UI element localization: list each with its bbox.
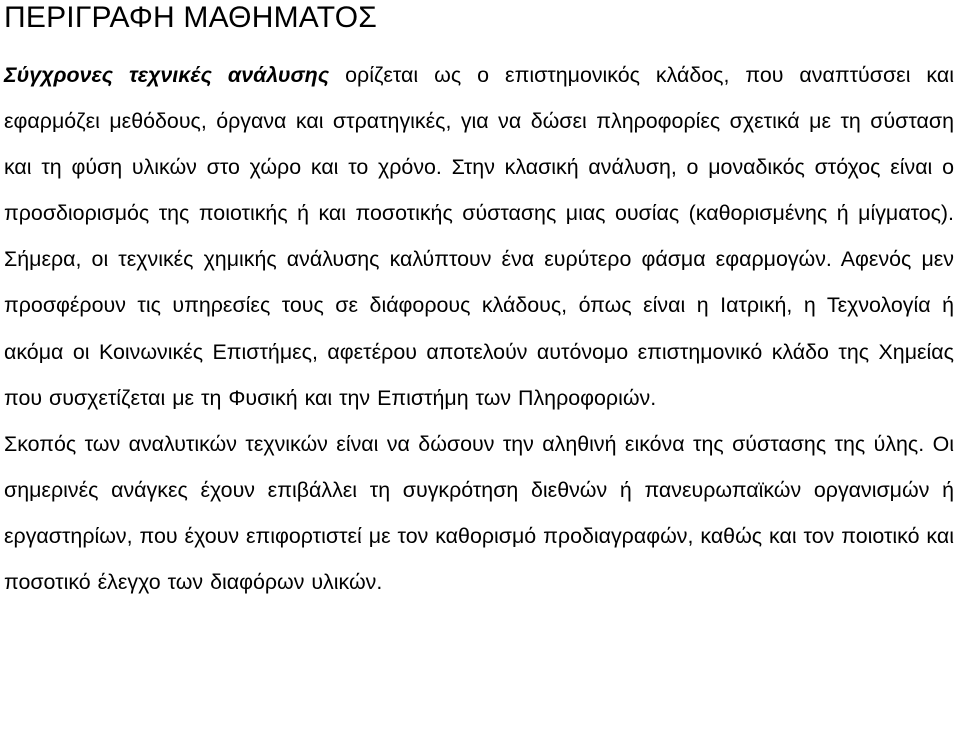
page-title: ΠΕΡΙΓΡΑΦΗ ΜΑΘΗΜΑΤΟΣ — [4, 1, 378, 34]
document-page — [4, 0, 954, 605]
paragraph-definition — [4, 52, 954, 421]
paragraph-definition-text: ορίζεται ως ο επιστημονικός κλάδος, που αναπτύσσει και εφαρμόζει μεθόδους, όργανα και στρατηγικές, για να δώσει πληροφορίες σχετικά με τη σύσταση και τη φύση υλικών στο χώρο και το χρόνο. Στην κλασική ανάλυση, ο μοναδικός στόχος είναι ο προσδιορισμός της ποιοτικής ή και ποσοτικής σύστασης μιας ουσίας (καθορισμένης ή μίγματος). Σήμερα, οι τεχνικές χημικής ανάλυσης καλύπτουν ένα ευρύτερο φάσμα εφαρμογών. Αφενός μεν προσφέρουν τις υπηρεσίες τους σε διάφορους κλάδους, όπως είναι η Ιατρική, η Τεχνολογία ή ακόμα οι Κοινωνικές Επιστήμες, αφετέρου αποτελούν αυτόνομο επιστημονικό κλάδο της Χημείας που συσχετίζεται με τη Φυσική και την Επιστήμη των Πληροφοριών. — [4, 63, 954, 410]
paragraph-purpose-text: Σκοπός των αναλυτικών τεχνικών είναι να δώσουν την αληθινή εικόνα της σύστασης της ύλης. Οι σημερινές ανάγκες έχουν επιβάλλει τη συγκρότηση διεθνών ή πανευρωπαϊκών οργανισμών ή εργαστηρίων, που έχουν επιφορτιστεί με τον καθορισμό προδιαγραφών, καθώς και τον ποιοτικό και ποσοτικό έλεγχο των διαφόρων υλικών. — [4, 431, 954, 595]
lead-term: Σύγχρονες τεχνικές ανάλυσης — [4, 63, 330, 87]
paragraph-purpose — [4, 421, 954, 605]
